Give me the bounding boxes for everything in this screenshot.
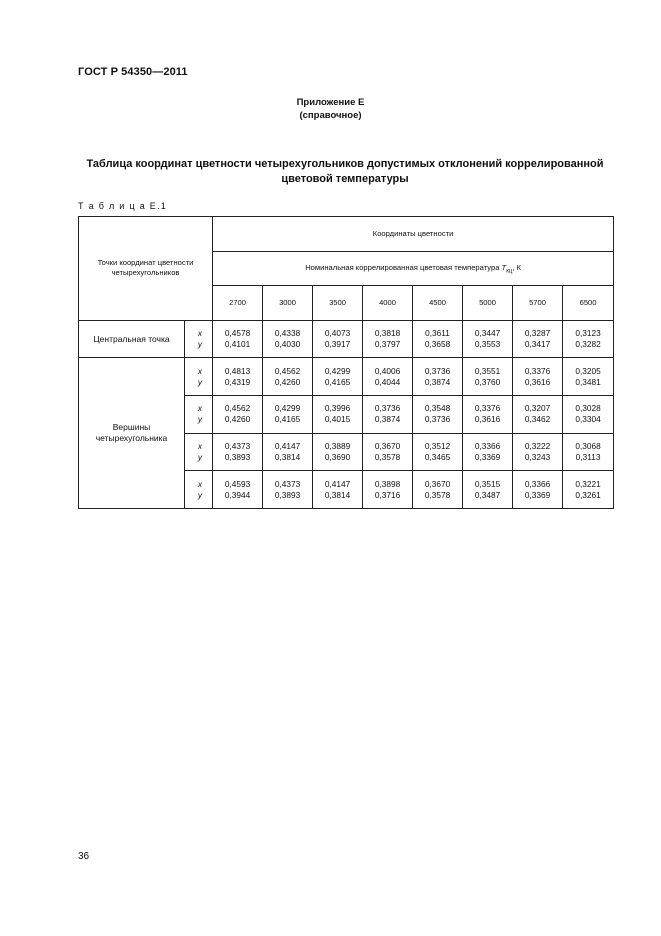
temperature-symbol: T (501, 262, 507, 272)
value-cell: 0,3207 0,3462 (513, 396, 563, 434)
temp-cell: 4500 (413, 286, 463, 321)
page-number: 36 (78, 851, 90, 862)
document-code: ГОСТ Р 54350—2011 (78, 66, 188, 78)
value-cell: 0,3818 0,3797 (363, 320, 413, 358)
temp-cell: 3000 (263, 286, 313, 321)
group-header-cell: Координаты цветности (213, 217, 614, 252)
corner-header-line-1: Точки координат цветности (97, 258, 194, 268)
value-cell: 0,3287 0,3417 (513, 320, 563, 358)
value-cell: 0,3512 0,3465 (413, 433, 463, 471)
value-cell: 0,3736 0,3874 (363, 396, 413, 434)
temperature-subscript: кц (506, 268, 513, 275)
value-cell: 0,4578 0,4101 (213, 320, 263, 358)
value-cell: 0,3736 0,3874 (413, 358, 463, 396)
corner-header-line-2: четырехугольников (111, 268, 180, 278)
value-cell: 0,3515 0,3487 (463, 471, 513, 509)
value-cell: 0,4299 0,4165 (313, 358, 363, 396)
appendix-title: Приложение Е (296, 97, 365, 108)
value-cell: 0,3222 0,3243 (513, 433, 563, 471)
value-cell: 0,3205 0,3481 (563, 358, 614, 396)
table-title (60, 157, 630, 187)
value-cell: 0,4373 0,3893 (263, 471, 313, 509)
table-row (79, 358, 614, 396)
value-cell: 0,3376 0,3616 (463, 396, 513, 434)
axis-cell: x y (185, 396, 213, 434)
table-label: Т а б л и ц а Е.1 (78, 201, 168, 211)
value-cell: 0,3548 0,3736 (413, 396, 463, 434)
value-cell: 0,4147 0,3814 (313, 471, 363, 509)
value-cell: 0,3123 0,3282 (563, 320, 614, 358)
value-cell: 0,4299 0,4165 (263, 396, 313, 434)
temp-cell: 5000 (463, 286, 513, 321)
value-cell: 0,4073 0,3917 (313, 320, 363, 358)
vertices-label: Вершины четырехугольника (79, 358, 185, 509)
value-cell: 0,3366 0,3369 (513, 471, 563, 509)
axis-cell: x y (185, 471, 213, 509)
value-cell: 0,4338 0,4030 (263, 320, 313, 358)
value-cell: 0,3551 0,3760 (463, 358, 513, 396)
temperature-unit: , К (512, 262, 521, 272)
value-cell: 0,4562 0,4260 (263, 358, 313, 396)
temp-cell: 5700 (513, 286, 563, 321)
value-cell: 0,3889 0,3690 (313, 433, 363, 471)
axis-cell: x y (185, 358, 213, 396)
chromaticity-table (78, 216, 614, 509)
value-cell: 0,4006 0,4044 (363, 358, 413, 396)
temp-cell: 4000 (363, 286, 413, 321)
appendix-subtitle: (справочное) (299, 110, 362, 121)
axis-cell: x y (185, 320, 213, 358)
value-cell: 0,4593 0,3944 (213, 471, 263, 509)
value-cell: 0,4147 0,3814 (263, 433, 313, 471)
value-cell: 0,4373 0,3893 (213, 433, 263, 471)
value-cell: 0,3670 0,3578 (413, 471, 463, 509)
value-cell: 0,4813 0,4319 (213, 358, 263, 396)
temperature-header-text: Номинальная коррелированная цветовая температура (305, 262, 502, 272)
temperature-header-cell (213, 251, 614, 286)
value-cell: 0,3028 0,3304 (563, 396, 614, 434)
table-title-line-2: цветовой температуры (281, 173, 409, 185)
temp-cell: 6500 (563, 286, 614, 321)
value-cell: 0,3898 0,3716 (363, 471, 413, 509)
value-cell: 0,3068 0,3113 (563, 433, 614, 471)
value-cell: 0,3996 0,4015 (313, 396, 363, 434)
value-cell: 0,4562 0,4260 (213, 396, 263, 434)
value-cell: 0,3611 0,3658 (413, 320, 463, 358)
value-cell: 0,3670 0,3578 (363, 433, 413, 471)
value-cell: 0,3366 0,3369 (463, 433, 513, 471)
center-point-label: Центральная точка (79, 320, 185, 358)
corner-header-cell (79, 217, 213, 321)
value-cell: 0,3376 0,3616 (513, 358, 563, 396)
table-row (79, 320, 614, 358)
value-cell: 0,3221 0,3261 (563, 471, 614, 509)
value-cell: 0,3447 0,3553 (463, 320, 513, 358)
appendix-heading (0, 96, 661, 122)
table-title-line-1: Таблица координат цветности четырехугольников допустимых отклонений коррелированной (86, 158, 604, 170)
temp-cell: 2700 (213, 286, 263, 321)
temp-cell: 3500 (313, 286, 363, 321)
axis-cell: x y (185, 433, 213, 471)
